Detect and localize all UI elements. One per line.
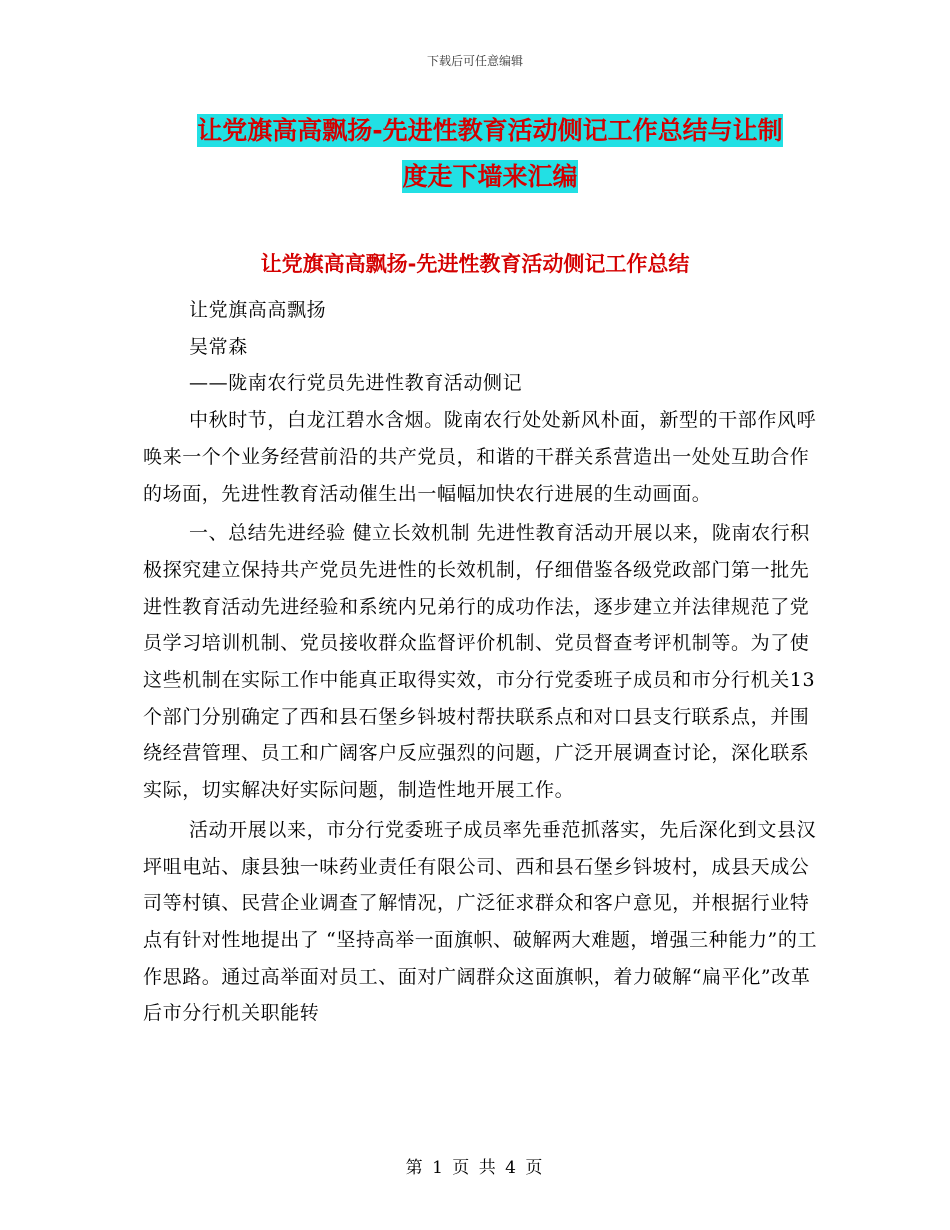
document-body	[143, 292, 823, 1032]
paragraph-1: 中秋时节，白龙江碧水含烟。陇南农行处处新风朴面，新型的干部作风呼唤来一个个业务经营前沿的共产党员，和谐的干群关系营造出一处处互助合作的场面，先进性教育活动催生出一幅幅加快农行进展的生动画面。	[143, 409, 817, 505]
article-subtitle: ——陇南农行党员先进性教育活动侧记	[189, 372, 523, 395]
paragraph-3: 活动开展以来，市分行党委班子成员率先垂范抓落实，先后深化到文县汉坪咀电站、康县独一味药业责任有限公司、西和县石堡乡钭坡村，成县天成公司等村镇、民营企业调查了解情况，广泛征求群众和客户意见，并根据行业特点有针对性地提出了 “坚持高举一面旗帜、破解两大难题，增强三种能力”的工作思路。通过高举面对员工、面对广阔群众这面旗帜，着力破解“扁平化”改革后市分行机关职能转	[143, 818, 818, 1025]
paragraph-2: 一、总结先进经验 健立长效机制 先进性教育活动开展以来，陇南农行积极探究建立保持共产党员先进性的长效机制，仔细借鉴各级党政部门第一批先进性教育活动先进经验和系统内兄弟行的成功作法，逐步建立并法律规范了党员学习培训机制、党员接收群众监督评价机制、党员督查考评机制等。为了使这些机制在实际工作中能真正取得实效，市分行党委班子成员和市分行机关13个部门分别确定了西和县石堡乡钭坡村帮扶联系点和对口县支行联系点，并围绕经营管理、员工和广阔客户反应强烈的问题，广泛开展调查讨论，深化联系实际，切实解决好实际问题，制造性地开展工作。	[143, 522, 816, 802]
document-title-line-1: 让党旗高高飘扬-先进性教育活动侧记工作总结与让制	[197, 116, 783, 145]
article-author: 吴常森	[189, 335, 248, 358]
section-title: 让党旗高高飘扬-先进性教育活动侧记工作总结	[260, 252, 690, 276]
document-title-line-2: 度走下墙来汇编	[402, 162, 578, 191]
header-note: 下载后可任意编辑	[426, 54, 523, 68]
article-title: 让党旗高高飘扬	[189, 299, 327, 321]
page-number-footer: 第 1 页 共 4 页	[405, 1158, 545, 1178]
document-title	[140, 108, 840, 200]
